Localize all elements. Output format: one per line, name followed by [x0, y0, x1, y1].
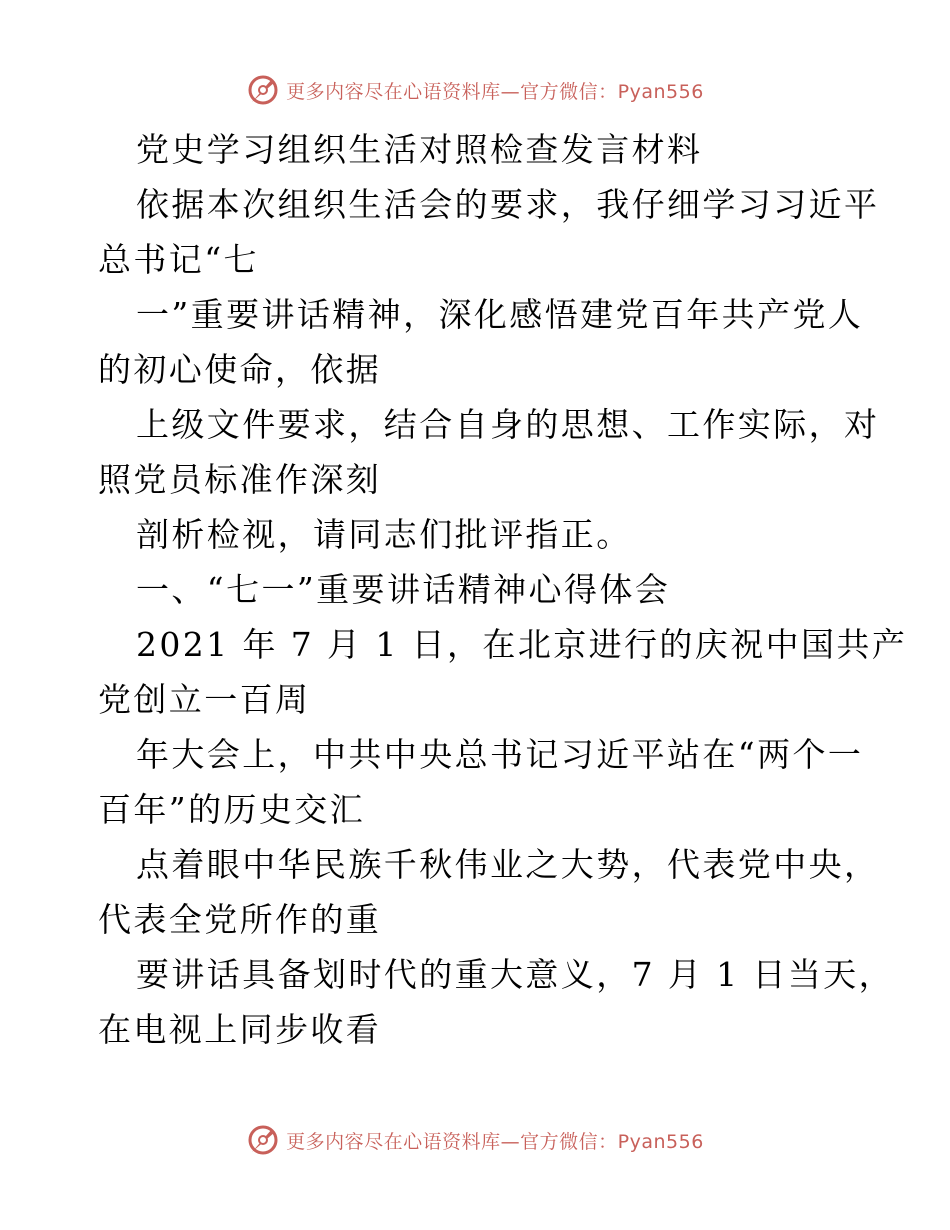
watermark-text: 更多内容尽在心语资料库—官方微信：Pyan556: [286, 80, 704, 103]
paragraph-line: 在电视上同步收看: [98, 1010, 382, 1049]
paragraph-line: 剖析检视，请同志们批评指正。: [136, 515, 632, 554]
paragraph-line: 依据本次组织生活会的要求，我仔细学习习近平: [136, 185, 880, 224]
paragraph-line: 党创立一百周: [98, 680, 311, 719]
section-heading: 一、“七一”重要讲话精神心得体会: [136, 570, 671, 609]
paragraph-line: 点着眼中华民族千秋伟业之大势，代表党中央，: [136, 845, 880, 884]
paragraph-line: 年大会上，中共中央总书记习近平站在“两个一: [136, 735, 864, 774]
paragraph-line: 2021 年 7 月 1 日，在北京进行的庆祝中国共产: [136, 625, 908, 664]
paragraph-line: 总书记“七: [98, 240, 259, 279]
quill-logo-icon: [246, 1123, 280, 1157]
watermark-text: 更多内容尽在心语资料库—官方微信：Pyan556: [286, 1130, 704, 1153]
paragraph-line: 上级文件要求，结合自身的思想、工作实际，对: [136, 405, 880, 444]
header-watermark: [0, 70, 950, 110]
paragraph-line: 一”重要讲话精神，深化感悟建党百年共产党人: [136, 295, 864, 334]
document-body: [98, 122, 908, 1057]
footer-watermark: [0, 1120, 950, 1160]
document-title: 党史学习组织生活对照检查发言材料: [136, 130, 703, 169]
paragraph-line: 百年”的历史交汇: [98, 790, 366, 829]
paragraph-line: 代表全党所作的重: [98, 900, 382, 939]
paragraph-line: 要讲话具备划时代的重大意义，7 月 1 日当天，: [136, 955, 895, 994]
quill-logo-icon: [246, 73, 280, 107]
paragraph-line: 的初心使命，依据: [98, 350, 382, 389]
paragraph-line: 照党员标准作深刻: [98, 460, 382, 499]
